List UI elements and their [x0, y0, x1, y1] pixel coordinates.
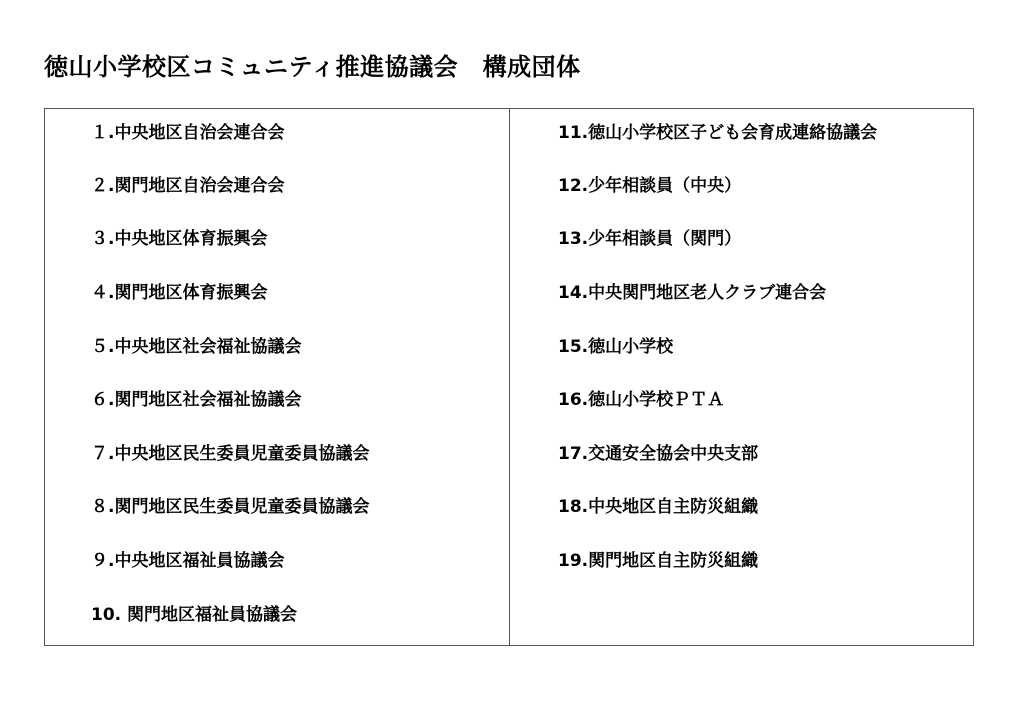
organization-item-10: 10. 関門地区福祉員協議会: [91, 605, 298, 625]
organization-item-11: 11.徳山小学校区子ども会育成連絡協議会: [558, 123, 878, 143]
organization-item-12: 12.少年相談員（中央）: [558, 176, 742, 196]
left-column: [45, 109, 510, 645]
organization-item-15: 15.徳山小学校: [558, 337, 674, 357]
organization-item-8: ８.関門地区民生委員児童委員協議会: [91, 497, 370, 517]
organization-item-17: 17.交通安全協会中央支部: [558, 444, 759, 464]
right-column: [510, 109, 973, 645]
organization-item-5: ５.中央地区社会福祉協議会: [91, 337, 302, 357]
organization-item-14: 14.中央関門地区老人クラブ連合会: [558, 283, 827, 303]
organization-item-9: ９.中央地区福祉員協議会: [91, 551, 285, 571]
document-title: 徳山小学校区コミュニティ推進協議会 構成団体: [44, 53, 581, 81]
organization-item-2: ２.関門地区自治会連合会: [91, 176, 285, 196]
organization-item-7: ７.中央地区民生委員児童委員協議会: [91, 444, 370, 464]
organization-item-3: ３.中央地区体育振興会: [91, 229, 268, 249]
organization-item-6: ６.関門地区社会福祉協議会: [91, 390, 302, 410]
organization-item-18: 18.中央地区自主防災組織: [558, 497, 759, 517]
organization-item-16: 16.徳山小学校ＰＴＡ: [558, 390, 725, 410]
organization-item-13: 13.少年相談員（関門）: [558, 229, 742, 249]
organization-item-1: １.中央地区自治会連合会: [91, 123, 285, 143]
member-organizations-table: [44, 108, 974, 646]
organization-item-4: ４.関門地区体育振興会: [91, 283, 268, 303]
organization-item-19: 19.関門地区自主防災組織: [558, 551, 759, 571]
